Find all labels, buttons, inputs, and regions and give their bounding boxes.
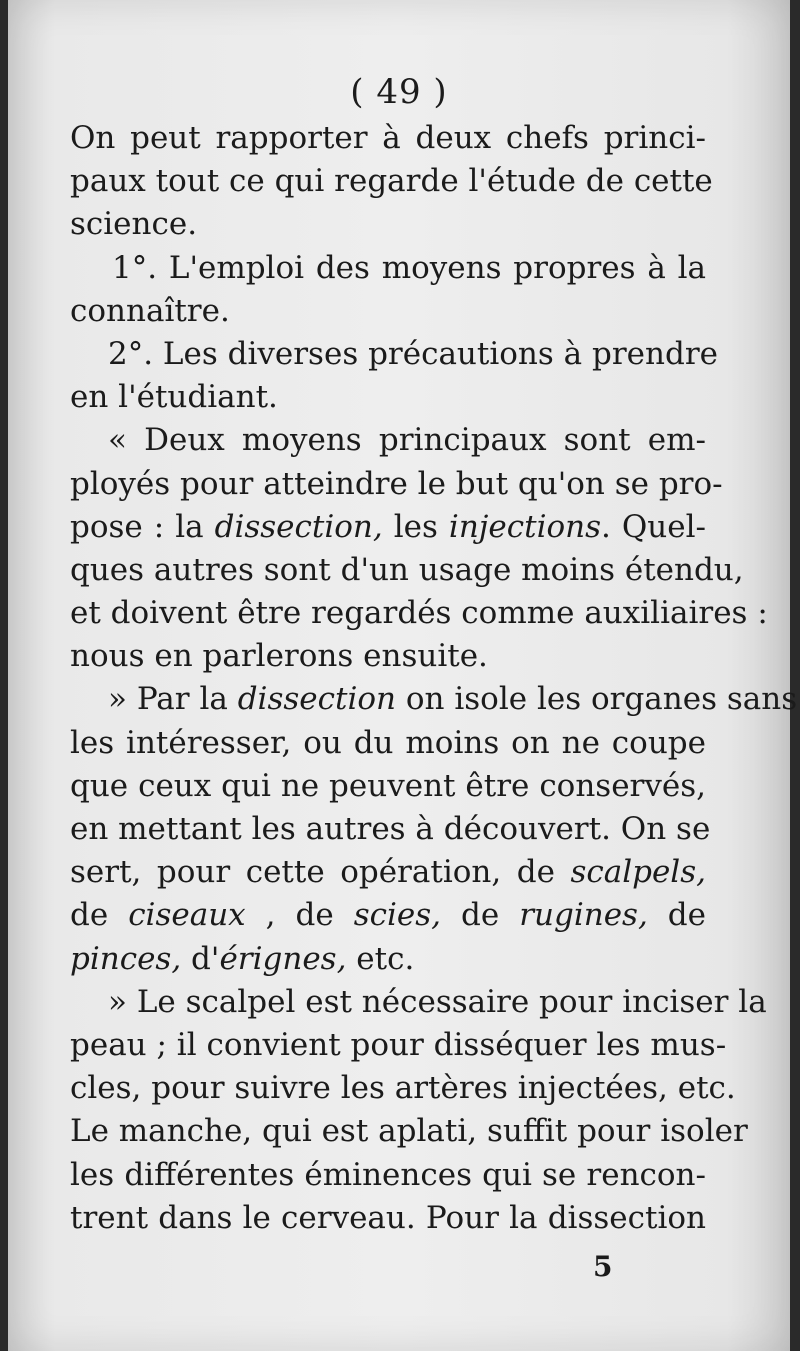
italic-term: érignes, [219, 940, 347, 977]
text-line [70, 506, 706, 549]
text-line: que ceux qui ne peuvent être conservés, [70, 767, 706, 804]
text-line: science. [70, 206, 198, 243]
text-line: les intéresser, ou du moins on ne coupe [70, 724, 706, 761]
book-page [8, 0, 798, 1351]
italic-term: ciseaux [128, 897, 246, 934]
italic-term: dissection [237, 681, 396, 718]
italic-term: scies, [353, 897, 441, 934]
text-line: 1°. L'emploi des moyens propres à la [112, 249, 706, 286]
text-run: , de [245, 897, 354, 934]
text-run: de [441, 897, 520, 934]
text-run: pose : la [70, 508, 215, 545]
text-line: trent dans le cerveau. Pour la dissection [70, 1199, 706, 1236]
page-number: ( 49 ) [350, 72, 448, 112]
text-line: peau ; il convient pour disséquer les mus- [70, 1026, 727, 1063]
italic-term: rugines, [519, 897, 648, 934]
text-run: on isole les organes sans [396, 681, 798, 718]
text-run: etc. [346, 940, 415, 977]
body-text [70, 117, 798, 1240]
text-line: nous en parlerons ensuite. [70, 638, 488, 675]
text-line [70, 894, 706, 937]
text-line: ques autres sont d'un usage moins étendu, [70, 551, 744, 588]
text-line: en l'étudiant. [70, 379, 278, 416]
text-line: connaître. [70, 292, 230, 329]
text-line: cles, pour suivre les artères injectées, etc. [70, 1070, 736, 1107]
signature-mark: 5 [593, 1250, 613, 1283]
text-line: les différentes éminences qui se rencon- [70, 1156, 706, 1193]
italic-term: scalpels, [570, 854, 706, 891]
text-line: paux tout ce qui regarde l'étude de cette [70, 163, 713, 200]
text-run: de [70, 897, 129, 934]
text-run: sert, pour cette opération, de [70, 854, 571, 891]
text-line: et doivent être regardés comme auxiliaires : [70, 595, 768, 632]
italic-term: pinces, [70, 940, 182, 977]
text-line: ployés pour atteindre le but qu'on se pro- [70, 465, 723, 502]
text-line [70, 851, 706, 894]
text-line: On peut rapporter à deux chefs princi- [70, 120, 706, 156]
text-run: les [382, 508, 449, 545]
text-line: « Deux moyens principaux sont em- [108, 422, 706, 459]
text-line [70, 678, 798, 721]
text-run: . Quel- [601, 508, 706, 545]
text-run: d' [181, 940, 220, 977]
text-line: en mettant les autres à découvert. On se [70, 811, 711, 847]
text-line: Le manche, qui est aplati, suffit pour isoler [70, 1113, 748, 1150]
text-run: de [647, 897, 706, 934]
italic-term: dissection, [214, 508, 383, 545]
text-run: » Par la [108, 681, 238, 718]
text-line [70, 938, 706, 981]
text-line: 2°. Les diverses précautions à prendre [108, 335, 718, 372]
italic-term: injections [448, 508, 602, 545]
text-line: » Le scalpel est nécessaire pour inciser la [108, 983, 767, 1020]
